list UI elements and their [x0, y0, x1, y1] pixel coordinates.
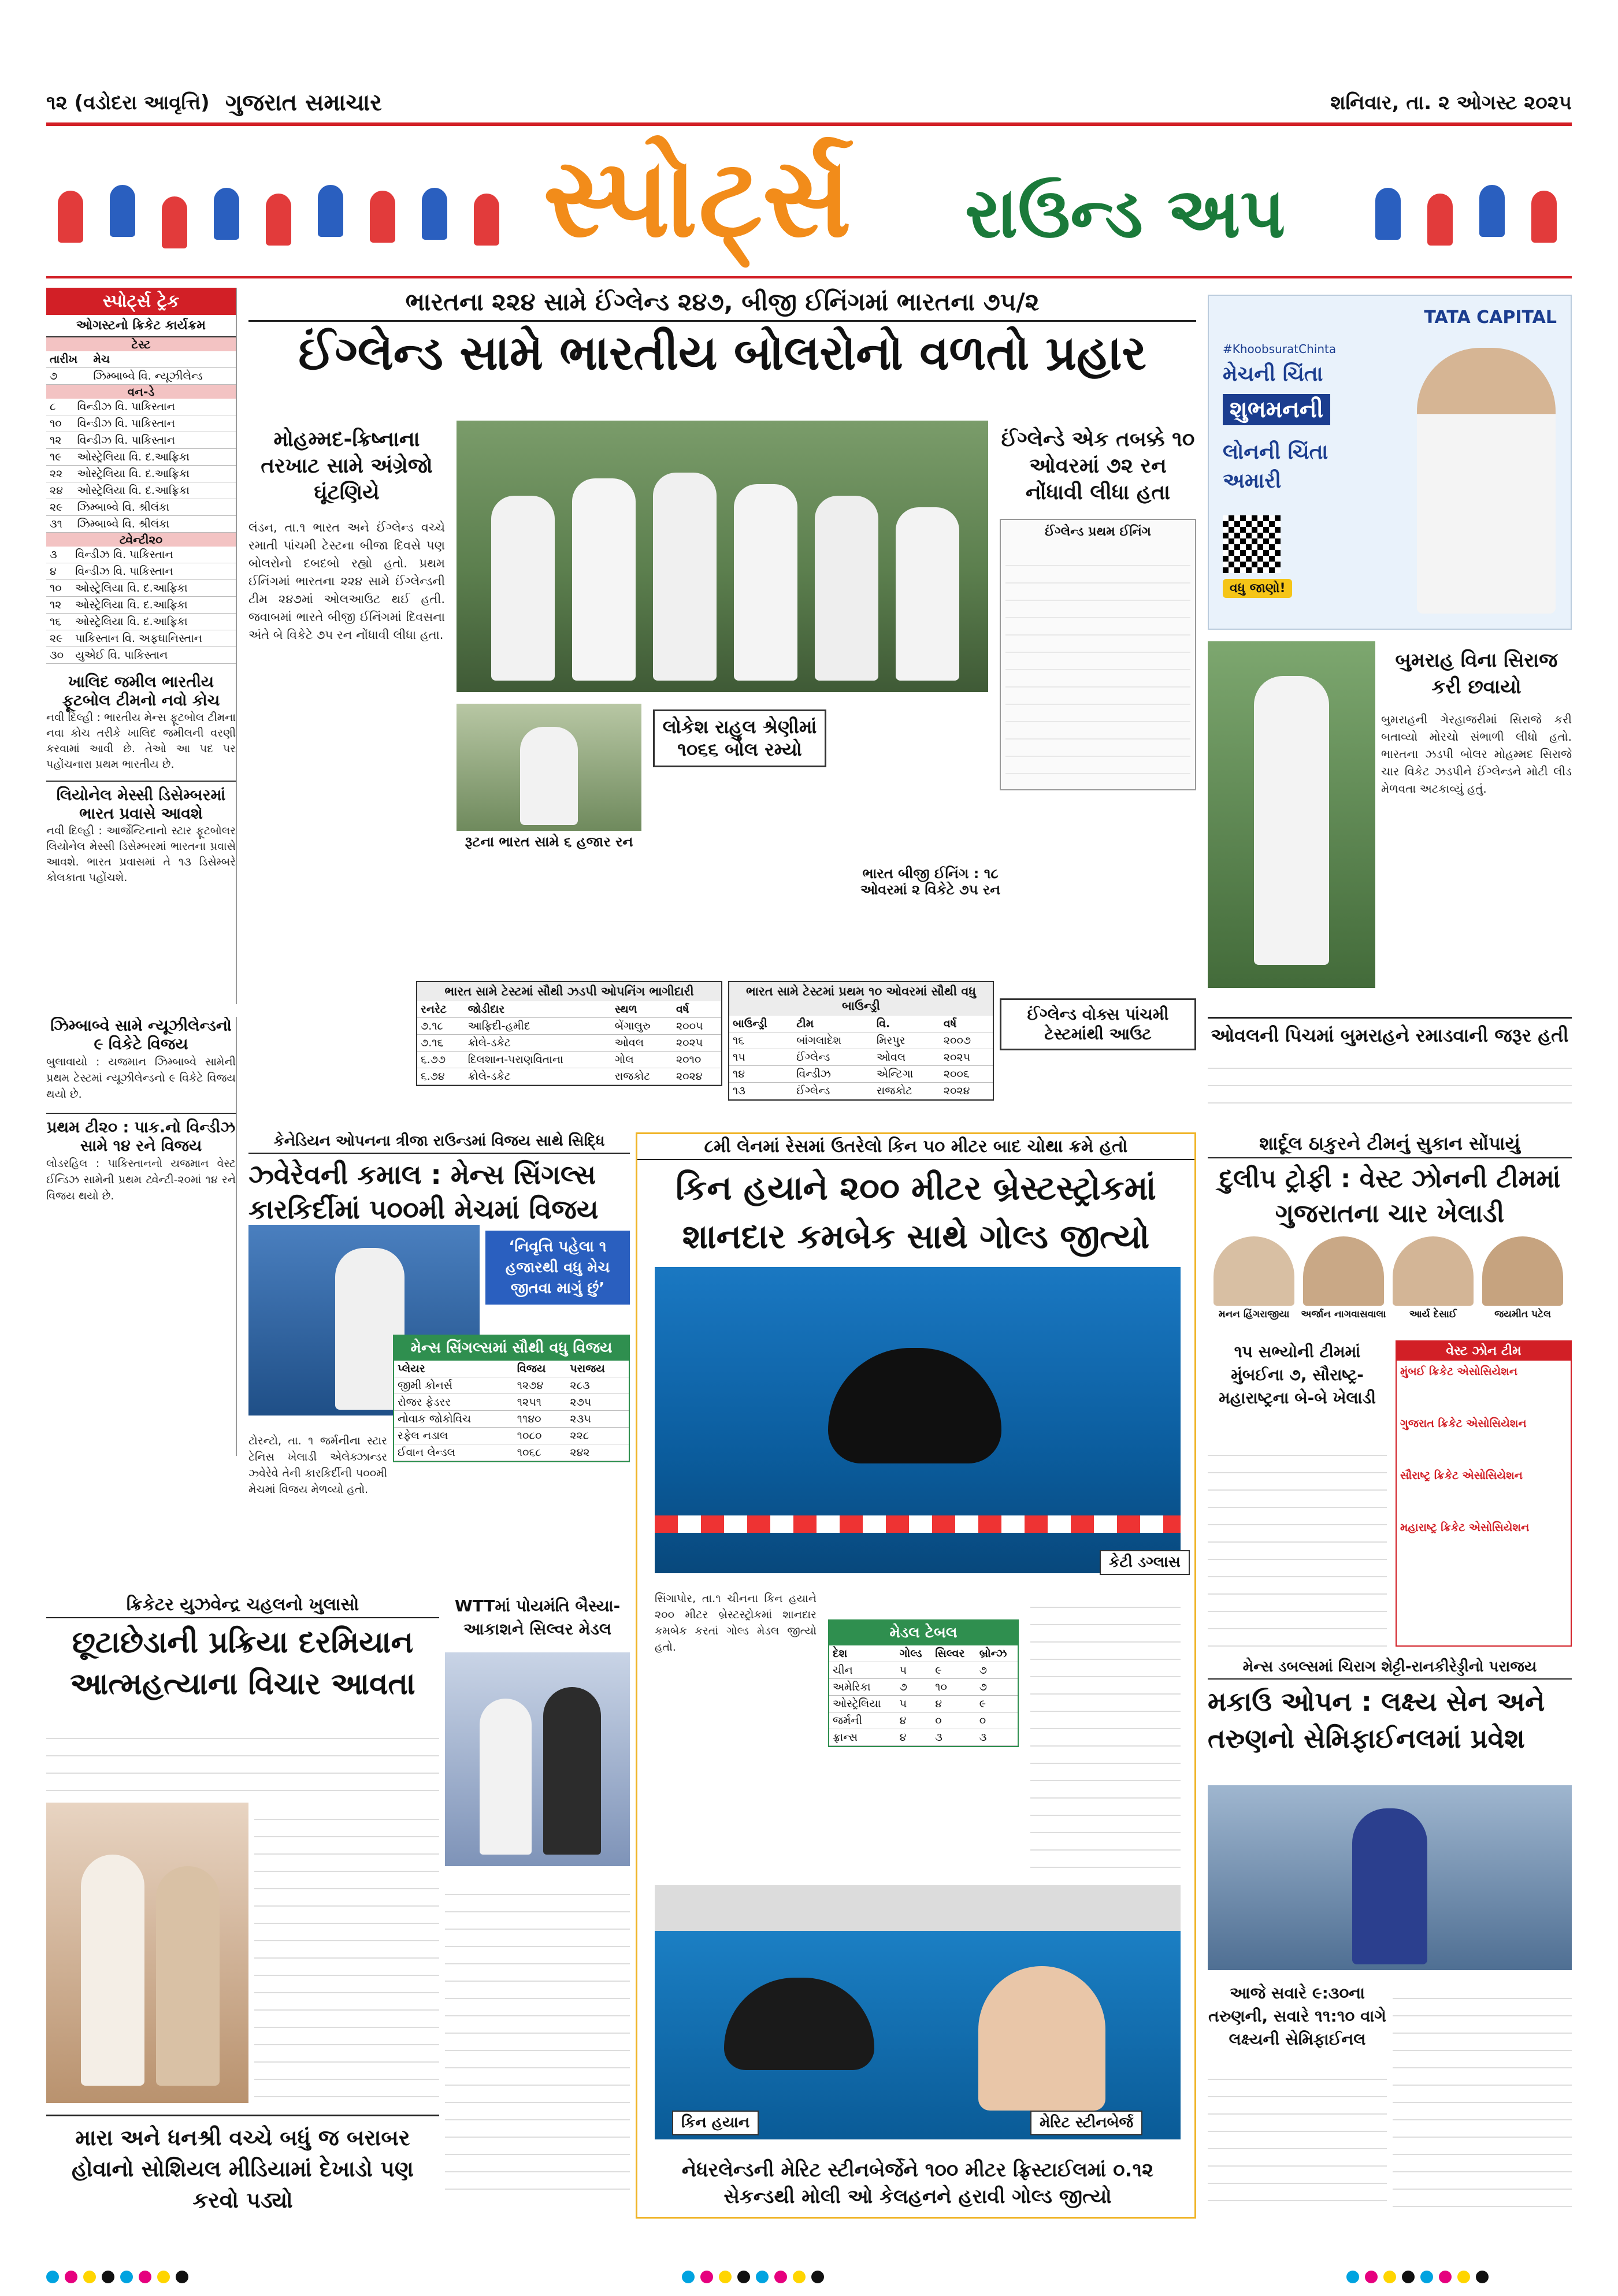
wins-table-title: મેન્સ સિંગલ્સમાં સૌથી વધુ વિજય	[394, 1336, 629, 1361]
india-score: ભારત બીજી ઈનિંગ : ૧૮ ઓવરમાં ૨ વિકેટે ૭૫ રન	[860, 865, 1001, 898]
table-row: રોજર ફેડરર ૧૨૫૧ ૨૭૫	[394, 1394, 629, 1411]
brief-headline: પ્રથમ ટી૨૦ : પાક.નો વિન્ડીઝ સામે ૧૪ રને વિજય	[46, 1113, 236, 1156]
player-photo	[1214, 1236, 1294, 1306]
wtt-photo	[445, 1652, 630, 1866]
schedule-table	[46, 351, 236, 385]
zverev-story	[248, 1132, 630, 1595]
table-row: જર્મની ૪ ૦ ૦	[829, 1712, 1018, 1729]
oneday-label: વન-ડે	[46, 385, 236, 399]
table-row: ૨૯ પાકિસ્તાન વિ. અફઘાનિસ્તાન	[46, 630, 236, 647]
oneday-table	[46, 399, 236, 533]
scorecard-title: ઈંગ્લેન્ડ પ્રથમ ઈનિંગ	[1045, 525, 1151, 539]
story-subhead-right: ઈંગ્લેન્ડે એક તબક્કે ૧૦ ઓવરમાં ૭૨ રન નોંધાવી લીધા હતા	[1001, 428, 1195, 504]
duleep-body-lines	[1208, 1439, 1387, 1647]
t20-table	[46, 547, 236, 664]
medal-table-title: મેડલ ટેબલ	[829, 1621, 1018, 1645]
table-row: ૧૨ ઓસ્ટ્રેલિયા વિ. દ.આફ્રિકા	[46, 597, 236, 614]
story-headline: ઈંગ્લેન્ડ સામે ભારતીય બોલરોનો વળતો પ્રહાર	[298, 325, 1146, 381]
player-photo	[1393, 1236, 1474, 1306]
ad-line-4: અમારી	[1223, 469, 1282, 493]
left-briefs-lower	[46, 1017, 237, 1456]
duleep-subhead: ૧૫ સભ્યોની ટીમમાં મુંબઈના ૭, સૌરાષ્ટ્ર-મહારાષ્ટ્રના બે-બે ખેલાડી	[1219, 1342, 1376, 1407]
table-row: ફ્રાન્સ ૪ ૩ ૩	[829, 1729, 1018, 1746]
table-row: ૧૩ ઈંગ્લેન્ડ રાજકોટ ૨૦૨૪	[729, 1083, 993, 1099]
brief-story	[46, 673, 236, 772]
table-row: ૧૦ ઓસ્ટ્રેલિયા વિ. દ.આફ્રિકા	[46, 580, 236, 597]
table-row: જીમી કોનર્સ ૧૨૭૪ ૨૮૩	[394, 1377, 629, 1394]
table-row: ૨૪ ઓસ્ટ્રેલિયા વિ. દ.આફ્રિકા	[46, 482, 236, 499]
athlete-icon	[58, 191, 83, 243]
duleep-kicker: શાર્દૂલ ઠાકુરને ટીમનું સુકાન સોંપાયું	[1208, 1132, 1572, 1158]
chahal-kicker: ક્રિકેટર યુઝવેન્દ્ર ચહલનો ખુલાસો	[46, 1595, 439, 1618]
scorecard	[1000, 519, 1196, 790]
table-row: ૧૬ ઓસ્ટ્રેલિયા વિ. દ.આફ્રિકા	[46, 614, 236, 630]
brief-text: નવી દિલ્હી : ભારતીય મેન્સ ફૂટબોલ ટીમના નવા કોચ તરીકે ખાલિદ જમીલની વરણી કરવામાં આવી છે. તેઓ આ પદ પર પહોંચનારા પ્રથમ ભારતીય છે.	[46, 711, 236, 771]
story-body: લંડન, તા.૧ ભારત અને ઈંગ્લેન્ડ વચ્ચે રમાતી પાંચમી ટેસ્ટના બીજા દિવસે પણ બોલરોનો દબદબો રહ્યો હતો. પ્રથમ ઈનિંગમાં ભારતના ૨૨૪ સામે ઈંગ્લેન્ડની ટીમ ૨૪૭માં ઓલઆઉટ થઈ હતી. જવાબમાં ભારતે બીજી ઈનિંગમાં દિવસના અંતે બે વિકેટે ૭૫ રન નોંધાવી લીધા હતા.	[248, 521, 445, 642]
table-row: ૧૫ ઈંગ્લેન્ડ ઓવલ ૨૦૨૫	[729, 1049, 993, 1066]
partnership-table: ભારત સામે ટેસ્ટમાં સૌથી ઝડપી ઓપનિંગ ભાગીદારી રનરેટ જોડીદાર સ્થળ વર્ષ ૭.૧૮ આફ્રિદી-હમીદ બેંગાલુરુ ૨૦૦૫ ૭.૧૬ ક્રોલે-ડકેટ ઓવલ ૨૦૨૫ ૬.૭૭ દિલશાન-પરાણવિતાના ગોલ ૨૦૧૦ ૬.૭૪ ક્રોલે-ડકેટ રાજકોટ ૨૦૨૪	[416, 981, 722, 1086]
athlete-icon	[1427, 194, 1453, 246]
registration-marks	[682, 2271, 830, 2286]
table-row: ૪ વિન્ડીઝ વિ. પાકિસ્તાન	[46, 563, 236, 580]
table-row: ૧૦ વિન્ડીઝ વિ. પાકિસ્તાન	[46, 415, 236, 432]
table-row: ઈવાન લેન્ડલ ૧૦૬૮ ૨૪૨	[394, 1444, 629, 1461]
west-zone-box	[1396, 1340, 1572, 1647]
zverev-body: ટોરન્ટો, તા. ૧ જર્મનીના સ્ટાર ટેનિસ ખેલાડી એલેક્ઝાન્ડર ઝ્વેરેવે તેની કારકિર્દીની ૫૦૦મી મેચમાં વિજય મેળવ્યો હતો.	[248, 1435, 387, 1496]
rahul-box: લોકેશ રાહુલ શ્રેણીમાં ૧૦૬૬ બોલ રમ્યો	[653, 709, 826, 767]
chahal-body-lines-2	[254, 1803, 439, 2103]
table-row: ૨૯ ઝિમ્બાબ્વે વિ. શ્રીલંકા	[46, 499, 236, 516]
ad-brand: TATA CAPITAL	[1424, 307, 1557, 328]
siraj-photo	[1208, 641, 1375, 988]
athlete-icon	[318, 185, 343, 237]
lakshya-body-lines	[1208, 2063, 1387, 2213]
story-subhead-left: મોહમ્મદ-ક્રિષ્નાના તરખાટ સામે અંગ્રેજો ઘૂંટણિયે	[261, 428, 433, 504]
lakshya-kicker: મેન્સ ડબલ્સમાં ચિરાગ શેટ્ટી-રાનકીરેડ્ડીનો પરાજય	[1208, 1658, 1572, 1680]
t20-label: ટ્વેન્ટી૨૦	[46, 533, 236, 547]
cricket-story	[248, 288, 1196, 1125]
wtt-story	[445, 1595, 630, 2219]
brief-story	[46, 781, 236, 886]
brief-headline: ઝિમ્બાબ્વે સામે ન્યૂઝીલેન્ડનો ૯ વિકેટે વિજય	[50, 1017, 232, 1053]
issue-date: શનિવાર, તા. ૨ ઓગસ્ટ ૨૦૨૫	[1330, 91, 1572, 114]
masthead-bar	[46, 87, 1572, 121]
table-row: ૩ વિન્ડીઝ વિ. પાકિસ્તાન	[46, 547, 236, 563]
athlete-icon	[214, 188, 239, 240]
athlete-icon	[422, 188, 447, 240]
sports-track-column	[46, 288, 237, 1004]
chahal-body-lines	[46, 1722, 439, 1791]
swim-story	[636, 1132, 1196, 2219]
table-row: ચીન ૫ ૯ ૭	[829, 1662, 1018, 1679]
table-row: ૩૧ ઝિમ્બાબ્વે વિ. શ્રીલંકા	[46, 516, 236, 533]
lakshya-subhead: આજે સવારે ૯:૩૦ના તરુણની, સવારે ૧૧:૧૦ વાગે લક્ષ્યની સેમિફાઈનલ	[1208, 1983, 1386, 2049]
sports-banner	[46, 133, 1572, 283]
brief-text: લોડરહિલ : પાકિસ્તાનનો યજમાન વેસ્ટ ઈન્ડિઝ સામેની પ્રથમ ટ્વેન્ટી-૨૦માં ૧૪ રને વિજય થયો છે.	[46, 1157, 236, 1202]
section-title: સ્પોર્ટ્સ	[543, 133, 853, 262]
ad-line-2: શુભમનની	[1223, 394, 1330, 425]
table-row: ૧૯ ઓસ્ટ્રેલિયા વિ. દ.આફ્રિકા	[46, 449, 236, 466]
paper-name: ગુજરાત સમાચાર	[225, 89, 382, 116]
table-row: રફેલ નડાલ ૧૦૮૦ ૨૨૮	[394, 1428, 629, 1444]
table-row: ૭.૧૮ આફ્રિદી-હમીદ બેંગાલુરુ ૨૦૦૫	[417, 1018, 721, 1035]
qr-code-icon[interactable]	[1223, 515, 1281, 573]
ad-line-1: મેચની ચિંતા	[1223, 362, 1323, 386]
bumrah-headline: ઓવલની પિચમાં બુમરાહને રમાડવાની જરૂર હતી	[1208, 1017, 1572, 1047]
siraj-story	[1208, 641, 1572, 1115]
douglas-photo	[655, 1267, 1181, 1573]
tata-capital-ad[interactable]	[1208, 295, 1572, 630]
col-date: તારીખ	[46, 351, 90, 368]
ad-model-photo	[1417, 348, 1556, 614]
partnership-title: ભારત સામે ટેસ્ટમાં સૌથી ઝડપી ઓપનિંગ ભાગીદારી	[417, 982, 721, 1001]
zverev-headline: ઝ્વેરેવની કમાલ : મેન્સ સિંગલ્સ કારકિર્દીમાં ૫૦૦મી મેચમાં વિજય	[248, 1159, 599, 1225]
association-name: મુંબઈ ક્રિકેટ એસોસિયેશન	[1400, 1365, 1517, 1378]
table-row: ૬.૭૪ ક્રોલે-ડકેટ રાજકોટ ૨૦૨૪	[417, 1068, 721, 1085]
lakshya-body-lines-2	[1393, 1982, 1572, 2213]
chahal-photo	[46, 1803, 248, 2103]
qin-caption: કિન હયાન	[672, 2111, 759, 2135]
brief-headline: ખાલિદ જમીલ ભારતીય ફૂટબોલ ટીમનો નવો કોચ	[62, 673, 220, 709]
west-zone-title: વેસ્ટ ઝોન ટીમ	[1397, 1342, 1571, 1361]
table-row: ૮ વિન્ડીઝ વિ. પાકિસ્તાન	[46, 399, 236, 415]
athlete-icon	[370, 191, 395, 243]
col-match: મેચ	[90, 351, 236, 368]
section-subtitle: રાઉન્ડ અપ	[965, 173, 1286, 254]
swim-body: સિંગાપોર, તા.૧ ચીનના કિન હયાને ૨૦૦ મીટર બ્રેસ્ટસ્ટ્રોકમાં શાનદાર કમબેક કરતાં ગોલ્ડ મેડલ જીત્યો હતો.	[655, 1592, 817, 1654]
chahal-story	[46, 1595, 439, 2219]
steenbergen-caption: મેરિટ સ્ટીનબેર્જ	[1030, 2111, 1142, 2135]
table-row: ૨૨ ઓસ્ટ્રેલિયા વિ. દ.આફ્રિકા	[46, 466, 236, 482]
team-celebration-photo	[457, 421, 988, 692]
medal-table: મેડલ ટેબલ દેશ ગોલ્ડ સિલ્વર બ્રોન્ઝ ચીન ૫ ૯ ૭ અમેરિકા ૭ ૧૦ ૭ ઓસ્ટ્રેલિયા ૫ ૪ ૯ જર્મની ૪ ૦ ૦ ફ્રાન્સ ૪ ૩ ૩	[828, 1619, 1019, 1747]
table-row: અમેરિકા ૭ ૧૦ ૭	[829, 1679, 1018, 1696]
swimmers-photo	[655, 1885, 1181, 2139]
root-photo	[457, 704, 641, 831]
athlete-icon	[266, 194, 291, 246]
player-name: આર્ય દેસાઈ	[1409, 1309, 1457, 1320]
association-name: મહારાષ્ટ્ર ક્રિકેટ એસોસિયેશન	[1400, 1521, 1530, 1534]
table-row: ૧૨ વિન્ડીઝ વિ. પાકિસ્તાન	[46, 432, 236, 449]
wtt-headline: WTTમાં પોયમંતિ બૈસ્યા-આકાશને સિલ્વર મેડલ	[454, 1596, 621, 1639]
banner-rule	[46, 276, 1572, 278]
inset-caption: રૂટના ભારત સામે ૬ હજાર રન	[465, 834, 633, 850]
duleep-headline: દુલીપ ટ્રોફી : વેસ્ટ ઝોનની ટીમમાં ગુજરાતના ચાર ખેલાડી	[1219, 1164, 1561, 1228]
woakes-box: ઈંગ્લેન્ડ વોક્સ પાંચમી ટેસ્ટમાંથી આઉટ	[1000, 998, 1196, 1050]
brief-text: નવી દિલ્હી : આર્જેન્ટિનાનો સ્ટાર ફૂટબોલર લિયોનેલ મેસ્સી ડિસેમ્બરમાં ભારતના પ્રવાસે આવશે. ભારત પ્રવાસમાં તે ૧૩ ડિસેમ્બરે કોલકાતા પહોંચશે.	[46, 824, 236, 884]
scorecard-lines	[1005, 549, 1190, 780]
duleep-story	[1208, 1132, 1572, 1652]
douglas-caption: કેટી ડગ્લાસ	[1100, 1550, 1190, 1575]
siraj-body: બુમરાહની ગેરહાજરીમાં સિરાજે કરી બતાવ્યો મોરચો સંભાળી લીધો હતો. ભારતના ઝડપી બોલર મોહમ્મદ સિરાજે ચાર વિકેટ ઝડપીને ઈંગ્લેન્ડને મોટી લીડ મેળવતા અટકાવ્યું હતું.	[1381, 712, 1572, 796]
table-row: ૭.૧૬ ક્રોલે-ડકેટ ઓવલ ૨૦૨૫	[417, 1035, 721, 1052]
athlete-icon	[1375, 188, 1401, 240]
lakshya-story	[1208, 1658, 1572, 2219]
player-photos	[1208, 1236, 1572, 1323]
page-edition: ૧૨ (વડોદરા આવૃત્તિ)	[46, 91, 210, 114]
swim-bottom-headline: નેધરલેન્ડની મેરિટ સ્ટીનબેર્જેને ૧૦૦ મીટર ફ્રિસ્ટાઈલમાં ૦.૧૨ સેકન્ડથી મોલી ઓ કેલહનને હરાવી ગોલ્ડ જીત્યો	[681, 2158, 1154, 2208]
ad-line-3: લોનની ચિંતા	[1223, 440, 1328, 464]
player-photo	[1303, 1236, 1384, 1306]
table-row: ૬.૭૭ દિલશાન-પરાણવિતાના ગોલ ૨૦૧૦	[417, 1052, 721, 1068]
table-row: ૭ ઝિમ્બાબ્વે વિ. ન્યૂઝીલેન્ડ	[46, 368, 236, 385]
boundary-title: ભારત સામે ટેસ્ટમાં પ્રથમ ૧૦ ઓવરમાં સૌથી વધુ બાઉન્ડ્રી	[729, 982, 993, 1016]
table-row: ૩૦ યુએઈ વિ. પાકિસ્તાન	[46, 647, 236, 664]
athlete-icon	[162, 196, 187, 248]
wtt-body-lines	[445, 1878, 630, 2201]
table-row: ૧૪ વિન્ડીઝ એન્ટિગા ૨૦૦૬	[729, 1066, 993, 1083]
player-name: મનન હિંગરાજીયા	[1218, 1309, 1290, 1320]
boundary-table: ભારત સામે ટેસ્ટમાં પ્રથમ ૧૦ ઓવરમાં સૌથી વધુ બાઉન્ડ્રી બાઉન્ડ્રી ટીમ વિ. વર્ષ ૧૬ બાંગલાદેશ મિરપુર ૨૦૦૭ ૧૫ ઈંગ્લેન્ડ ઓવલ ૨૦૨૫ ૧૪ વિન્ડીઝ એન્ટિગા ૨૦૦૬ ૧૩ ઈંગ્લેન્ડ રાજકોટ ૨૦૨૪	[728, 981, 994, 1101]
test-label: ટેસ્ટ	[46, 337, 236, 351]
wins-table: મેન્સ સિંગલ્સમાં સૌથી વધુ વિજય પ્લેયર વિજય પરાજય જીમી કોનર્સ ૧૨૭૪ ૨૮૩ રોજર ફેડરર ૧૨૫૧ ૨૭૫ નોવાક જોકોવિચ ૧૧૪૦ ૨૩૫ રફેલ નડાલ ૧૦૮૦ ૨૨૮ ઈવાન લેન્ડલ ૧૦૬૮ ૨૪૨	[393, 1335, 630, 1462]
table-row: ઓસ્ટ્રેલિયા ૫ ૪ ૯	[829, 1696, 1018, 1712]
chahal-bottom-headline: મારા અને ધનશ્રી વચ્ચે બધું જ બરાબર હોવાનો સોશિયલ મીડિયામાં દેખાડો પણ કરવો પડ્યો	[46, 2115, 439, 2216]
siraj-headline: બુમરાહ વિના સિરાજ કરી છવાયો	[1395, 649, 1558, 699]
header-rule	[46, 122, 1572, 126]
chahal-headline: છૂટાછેડાની પ્રક્રિયા દરમિયાન આત્મહત્યાના વિચાર આવતા	[70, 1625, 415, 1701]
athlete-icon	[1531, 191, 1557, 243]
table-row: નોવાક જોકોવિચ ૧૧૪૦ ૨૩૫	[394, 1411, 629, 1428]
ad-hashtag: #KhoobsuratChinta	[1223, 342, 1337, 356]
swim-headline: કિન હયાને ૨૦૦ મીટર બ્રેસ્ટસ્ટ્રોકમાં શાનદાર કમબેક સાથે ગોલ્ડ જીત્યો	[676, 1168, 1156, 1256]
lakshya-headline: મકાઉ ઓપન : લક્ષ્ય સેન અને તરુણનો સેમિફાઈનલમાં પ્રવેશ	[1208, 1686, 1545, 1754]
association-name: સૌરાષ્ટ્ર ક્રિકેટ એસોસિયેશન	[1400, 1469, 1523, 1482]
table-row: ૧૬ બાંગલાદેશ મિરપુર ૨૦૦૭	[729, 1032, 993, 1049]
zverev-quote: ‘નિવૃત્તિ પહેલા ૧ હજારથી વધુ મેચ જીતવા માગું છું’	[485, 1231, 630, 1305]
swim-body-lines	[1030, 1591, 1181, 1868]
schedule-subtitle: ઓગસ્ટનો ક્રિકેટ કાર્યક્રમ	[46, 315, 236, 337]
lakshya-photo	[1208, 1785, 1572, 1970]
swim-kicker: ૮મી લેનમાં રેસમાં ઉતરેલો કિન ૫૦ મીટર બાદ ચોથા ક્રમે હતો	[637, 1134, 1194, 1160]
registration-marks	[1346, 2271, 1494, 2286]
ad-cta-button[interactable]: વધુ જાણો!	[1223, 579, 1292, 598]
story-kicker: ભારતના ૨૨૪ સામે ઈંગ્લેન્ડ ૨૪૭, બીજી ઈનિંગમાં ભારતના ૭૫/૨	[248, 288, 1196, 322]
brief-headline: લિયોનેલ મેસ્સી ડિસેમ્બરમાં ભારત પ્રવાસે આવશે	[56, 786, 226, 823]
player-name: અર્જાન નાગવાસવાલા	[1301, 1309, 1386, 1320]
association-name: ગુજરાત ક્રિકેટ એસોસિયેશન	[1400, 1417, 1527, 1430]
bumrah-body-lines	[1208, 1052, 1572, 1109]
athlete-icon	[1479, 185, 1505, 237]
athlete-icon	[474, 194, 499, 246]
sports-track-tag: સ્પોર્ટ્સ ટ્રેક	[46, 288, 236, 315]
athlete-icon	[110, 185, 135, 237]
player-name: જયમીત પટેલ	[1494, 1309, 1551, 1320]
registration-marks	[46, 2271, 194, 2286]
zverev-kicker: કેનેડિયન ઓપનના ત્રીજા રાઉન્ડમાં વિજય સાથે સિદ્ધિ	[248, 1132, 630, 1154]
player-photo	[1482, 1236, 1563, 1306]
brief-text: બુલાવાયો : યજમાન ઝિમ્બાબ્વે સામેની પ્રથમ ટેસ્ટમાં ન્યૂઝીલેન્ડનો ૯ વિકેટે વિજય થયો છે.	[46, 1056, 236, 1101]
